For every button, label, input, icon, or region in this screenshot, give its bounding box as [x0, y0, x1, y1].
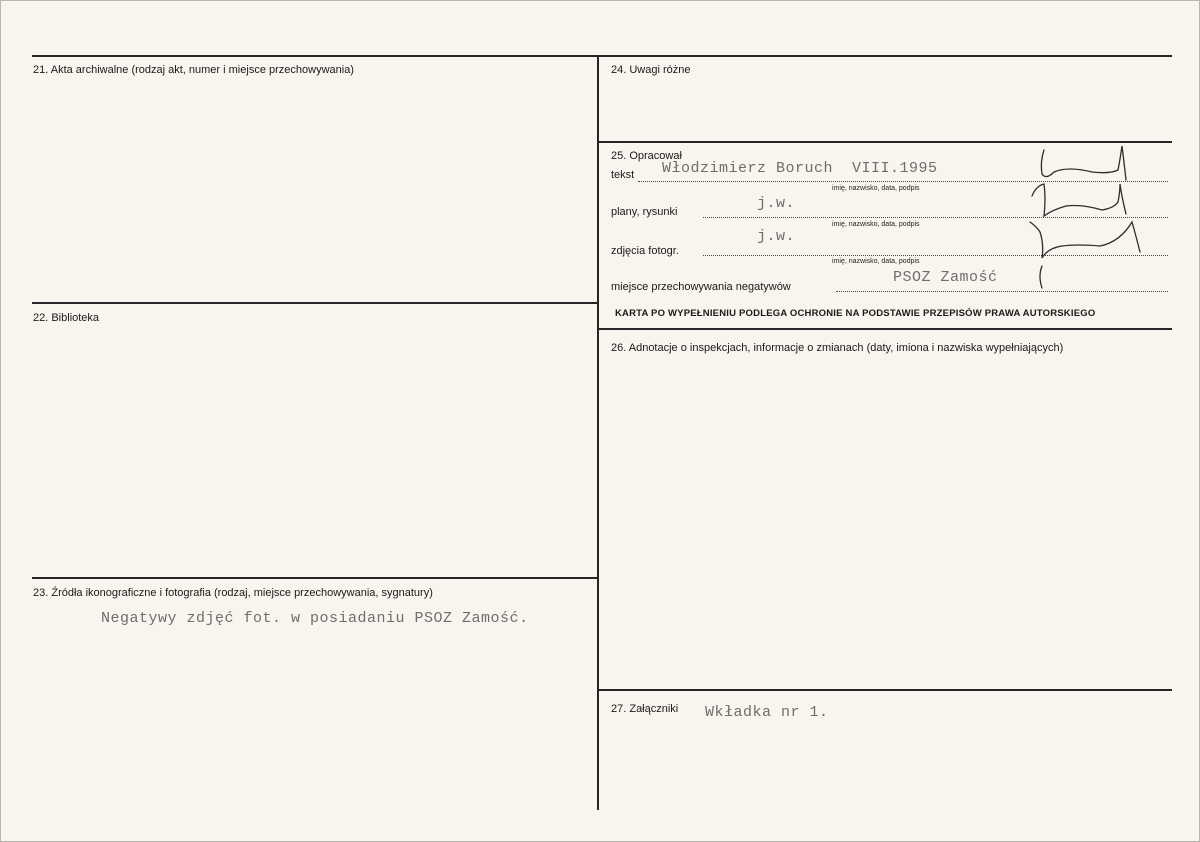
signature-mark: [1022, 142, 1152, 292]
plany-label: plany, rysunki: [611, 206, 678, 218]
section-25-label: 25. Opracował: [611, 150, 682, 162]
top-rule: [32, 55, 1172, 57]
rule-21-22: [32, 302, 598, 304]
plany-value: j.w.: [757, 195, 796, 212]
tekst-label: tekst: [611, 169, 635, 181]
plany-caption: imię, nazwisko, data, podpis: [832, 221, 920, 228]
section-22-label: 22. Biblioteka: [33, 312, 100, 324]
copyright-notice: KARTA PO WYPEŁNIENIU PODLEGA OCHRONIE NA PODSTAWIE PRZEPISÓW PRAWA AUTORSKIEGO: [615, 308, 1096, 319]
section-26-label: 26. Adnotacje o inspekcjach, informacje o zmianach (daty, imiona i nazwiska wypełniających): [611, 342, 1064, 354]
zdjecia-value: j.w.: [757, 228, 796, 245]
section-23-value: Negatywy zdjęć fot. w posiadaniu PSOZ Zamość.: [101, 610, 529, 627]
rule-26-27: [598, 689, 1172, 691]
section-27-label: 27. Załączniki: [611, 703, 679, 715]
zdjecia-caption: imię, nazwisko, data, podpis: [832, 258, 920, 265]
zdjecia-label: zdjęcia fotogr.: [611, 245, 679, 257]
tekst-caption: imię, nazwisko, data, podpis: [832, 185, 920, 192]
section-21-label: 21. Akta archiwalne (rodzaj akt, numer i miejsce przechowywania): [33, 64, 354, 76]
miejsce-value: PSOZ Zamość: [893, 269, 998, 286]
center-divider: [597, 55, 599, 810]
miejsce-label: miejsce przechowywania negatywów: [611, 281, 791, 293]
section-23-label: 23. Źródła ikonograficzne i fotografia (rodzaj, miejsce przechowywania, sygnatury): [33, 587, 433, 599]
tekst-value: Włodzimierz Boruch VIII.1995: [662, 160, 938, 177]
rule-22-23: [32, 577, 598, 579]
section-27-value: Wkładka nr 1.: [705, 704, 829, 721]
rule-notice-26: [598, 328, 1172, 330]
section-24-label: 24. Uwagi różne: [611, 64, 691, 76]
